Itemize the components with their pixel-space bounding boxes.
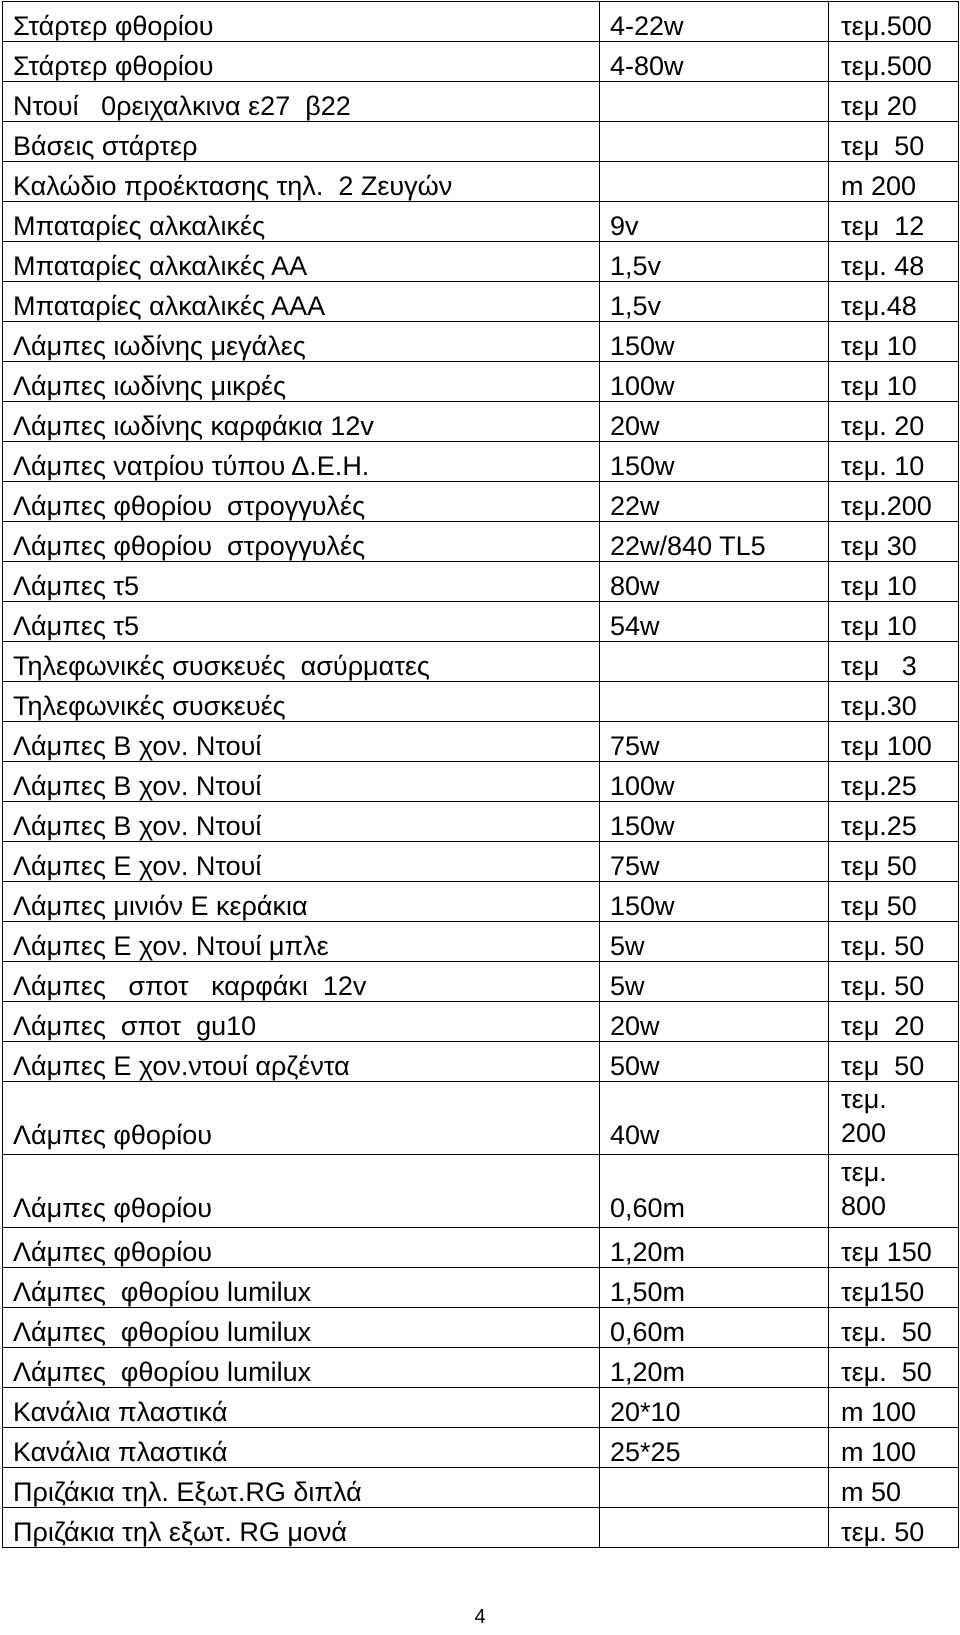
spec-cell: 1,50m	[600, 1268, 829, 1308]
item-cell: Λάμπες νατρίου τύπου Δ.Ε.Η.	[3, 442, 600, 482]
spec-cell: 100w	[600, 362, 829, 402]
spec-cell: 54w	[600, 602, 829, 642]
item-cell: Λάμπες φθορίου στρογγυλές	[3, 482, 600, 522]
spec-cell: 20w	[600, 402, 829, 442]
quantity-cell: τεμ.500	[829, 2, 959, 42]
item-cell: Μπαταρίες αλκαλικές ΑΑ	[3, 242, 600, 282]
item-cell: Ντουί 0ρειχαλκινα ε27 β22	[3, 82, 600, 122]
inventory-table-body	[3, 2, 959, 1548]
quantity-cell: m 100	[829, 1428, 959, 1468]
spec-cell: 22w	[600, 482, 829, 522]
table-row	[3, 1508, 959, 1548]
item-cell: Μπαταρίες αλκαλικές ΑΑΑ	[3, 282, 600, 322]
item-cell: Λάμπες Ε χον. Ντουί μπλε	[3, 922, 600, 962]
spec-cell: 1,20m	[600, 1348, 829, 1388]
spec-cell: 20*10	[600, 1388, 829, 1428]
item-cell: Πριζάκια τηλ. Εξωτ.RG διπλά	[3, 1468, 600, 1508]
quantity-cell: m 50	[829, 1468, 959, 1508]
inventory-table	[2, 1, 959, 1548]
quantity-cell: τεμ 12	[829, 202, 959, 242]
table-row	[3, 1228, 959, 1268]
quantity-cell: τεμ 30	[829, 522, 959, 562]
item-cell: Λάμπες φθορίου lumilux	[3, 1348, 600, 1388]
item-cell: Λάμπες σποτ gu10	[3, 1002, 600, 1042]
quantity-cell: τεμ150	[829, 1268, 959, 1308]
quantity-cell: τεμ.30	[829, 682, 959, 722]
page-number: 4	[474, 1606, 486, 1628]
item-cell: Λάμπες φθορίου	[3, 1082, 600, 1155]
item-cell: Λάμπες φθορίου	[3, 1155, 600, 1228]
item-cell: Τηλεφωνικές συσκευές ασύρματες	[3, 642, 600, 682]
quantity-cell: τεμ 20	[829, 1002, 959, 1042]
quantity-cell: τεμ. 48	[829, 242, 959, 282]
table-row	[3, 882, 959, 922]
item-cell: Μπαταρίες αλκαλικές	[3, 202, 600, 242]
table-row	[3, 1388, 959, 1428]
item-cell: Λάμπες Ε χον. Ντουί	[3, 842, 600, 882]
quantity-cell: τεμ.500	[829, 42, 959, 82]
spec-cell: 150w	[600, 882, 829, 922]
spec-cell	[600, 682, 829, 722]
table-row	[3, 1082, 959, 1155]
item-cell: Λάμπες τ5	[3, 562, 600, 602]
spec-cell: 4-22w	[600, 2, 829, 42]
spec-cell: 80w	[600, 562, 829, 602]
item-cell: Λάμπες μινιόν Ε κεράκια	[3, 882, 600, 922]
table-row	[3, 1468, 959, 1508]
quantity-cell: τεμ 50	[829, 882, 959, 922]
quantity-cell: τεμ.25	[829, 802, 959, 842]
table-row	[3, 522, 959, 562]
item-cell: Λάμπες ιωδίνης μεγάλες	[3, 322, 600, 362]
table-row	[3, 362, 959, 402]
spec-cell: 0,60m	[600, 1155, 829, 1228]
quantity-cell: τεμ. 200	[829, 1082, 959, 1155]
spec-cell: 50w	[600, 1042, 829, 1082]
quantity-cell: τεμ 50	[829, 842, 959, 882]
spec-cell: 1,5v	[600, 242, 829, 282]
table-row	[3, 482, 959, 522]
quantity-cell: τεμ 100	[829, 722, 959, 762]
spec-cell: 4-80w	[600, 42, 829, 82]
spec-cell	[600, 82, 829, 122]
table-row	[3, 602, 959, 642]
quantity-cell: τεμ. 20	[829, 402, 959, 442]
table-row	[3, 562, 959, 602]
quantity-cell: m 200	[829, 162, 959, 202]
item-cell: Λάμπες ιωδίνης καρφάκια 12v	[3, 402, 600, 442]
item-cell: Στάρτερ φθορίου	[3, 42, 600, 82]
quantity-cell: m 100	[829, 1388, 959, 1428]
quantity-cell: τεμ.48	[829, 282, 959, 322]
table-row	[3, 122, 959, 162]
quantity-cell: τεμ 10	[829, 602, 959, 642]
spec-cell: 5w	[600, 922, 829, 962]
item-cell: Βάσεις στάρτερ	[3, 122, 600, 162]
spec-cell	[600, 162, 829, 202]
spec-cell	[600, 642, 829, 682]
quantity-cell: τεμ 20	[829, 82, 959, 122]
quantity-cell: τεμ.25	[829, 762, 959, 802]
quantity-cell: τεμ. 50	[829, 1508, 959, 1548]
item-cell: Στάρτερ φθορίου	[3, 2, 600, 42]
spec-cell: 20w	[600, 1002, 829, 1042]
item-cell: Λάμπες σποτ καρφάκι 12v	[3, 962, 600, 1002]
table-row	[3, 202, 959, 242]
quantity-cell: τεμ 50	[829, 122, 959, 162]
item-cell: Λάμπες τ5	[3, 602, 600, 642]
quantity-cell: τεμ. 50	[829, 962, 959, 1002]
quantity-cell: τεμ 150	[829, 1228, 959, 1268]
item-cell: Καλώδιο προέκτασης τηλ. 2 Ζευγών	[3, 162, 600, 202]
item-cell: Κανάλια πλαστικά	[3, 1388, 600, 1428]
table-row	[3, 1308, 959, 1348]
table-row	[3, 282, 959, 322]
spec-cell: 100w	[600, 762, 829, 802]
table-row	[3, 802, 959, 842]
table-row	[3, 962, 959, 1002]
spec-cell: 75w	[600, 722, 829, 762]
spec-cell	[600, 122, 829, 162]
spec-cell: 5w	[600, 962, 829, 1002]
spec-cell: 9v	[600, 202, 829, 242]
item-cell: Λάμπες ιωδίνης μικρές	[3, 362, 600, 402]
table-row	[3, 402, 959, 442]
spec-cell: 25*25	[600, 1428, 829, 1468]
table-row	[3, 1155, 959, 1228]
spec-cell: 150w	[600, 322, 829, 362]
item-cell: Λάμπες φθορίου	[3, 1228, 600, 1268]
quantity-cell: τεμ. 800	[829, 1155, 959, 1228]
table-row	[3, 722, 959, 762]
spec-cell	[600, 1508, 829, 1548]
table-row	[3, 42, 959, 82]
table-row	[3, 922, 959, 962]
spec-cell: 1,5v	[600, 282, 829, 322]
item-cell: Λάμπες φθορίου lumilux	[3, 1268, 600, 1308]
table-row	[3, 1002, 959, 1042]
table-row	[3, 762, 959, 802]
table-row	[3, 322, 959, 362]
item-cell: Λάμπες Β χον. Ντουί	[3, 802, 600, 842]
spec-cell: 40w	[600, 1082, 829, 1155]
spec-cell: 75w	[600, 842, 829, 882]
spec-cell: 150w	[600, 802, 829, 842]
item-cell: Κανάλια πλαστικά	[3, 1428, 600, 1468]
item-cell: Πριζάκια τηλ εξωτ. RG μονά	[3, 1508, 600, 1548]
table-row	[3, 242, 959, 282]
quantity-cell: τεμ 10	[829, 362, 959, 402]
table-row	[3, 1348, 959, 1388]
item-cell: Λάμπες Β χον. Ντουί	[3, 762, 600, 802]
quantity-cell: τεμ. 50	[829, 1308, 959, 1348]
spec-cell: 150w	[600, 442, 829, 482]
quantity-cell: τεμ 10	[829, 322, 959, 362]
table-row	[3, 2, 959, 42]
quantity-cell: τεμ. 10	[829, 442, 959, 482]
quantity-cell: τεμ. 50	[829, 1348, 959, 1388]
spec-cell: 0,60m	[600, 1308, 829, 1348]
quantity-cell: τεμ 10	[829, 562, 959, 602]
table-row	[3, 162, 959, 202]
table-row	[3, 442, 959, 482]
table-row	[3, 1428, 959, 1468]
item-cell: Τηλεφωνικές συσκευές	[3, 682, 600, 722]
quantity-cell: τεμ. 50	[829, 922, 959, 962]
spec-cell: 1,20m	[600, 1228, 829, 1268]
quantity-cell: τεμ 50	[829, 1042, 959, 1082]
quantity-cell: τεμ.200	[829, 482, 959, 522]
item-cell: Λάμπες Β χον. Ντουί	[3, 722, 600, 762]
item-cell: Λάμπες Ε χον.ντουί αρζέντα	[3, 1042, 600, 1082]
spec-cell: 22w/840 TL5	[600, 522, 829, 562]
table-row	[3, 842, 959, 882]
item-cell: Λάμπες φθορίου lumilux	[3, 1308, 600, 1348]
table-row	[3, 82, 959, 122]
table-row	[3, 1268, 959, 1308]
table-row	[3, 682, 959, 722]
table-row	[3, 642, 959, 682]
quantity-cell: τεμ 3	[829, 642, 959, 682]
item-cell: Λάμπες φθορίου στρογγυλές	[3, 522, 600, 562]
spec-cell	[600, 1468, 829, 1508]
table-row	[3, 1042, 959, 1082]
